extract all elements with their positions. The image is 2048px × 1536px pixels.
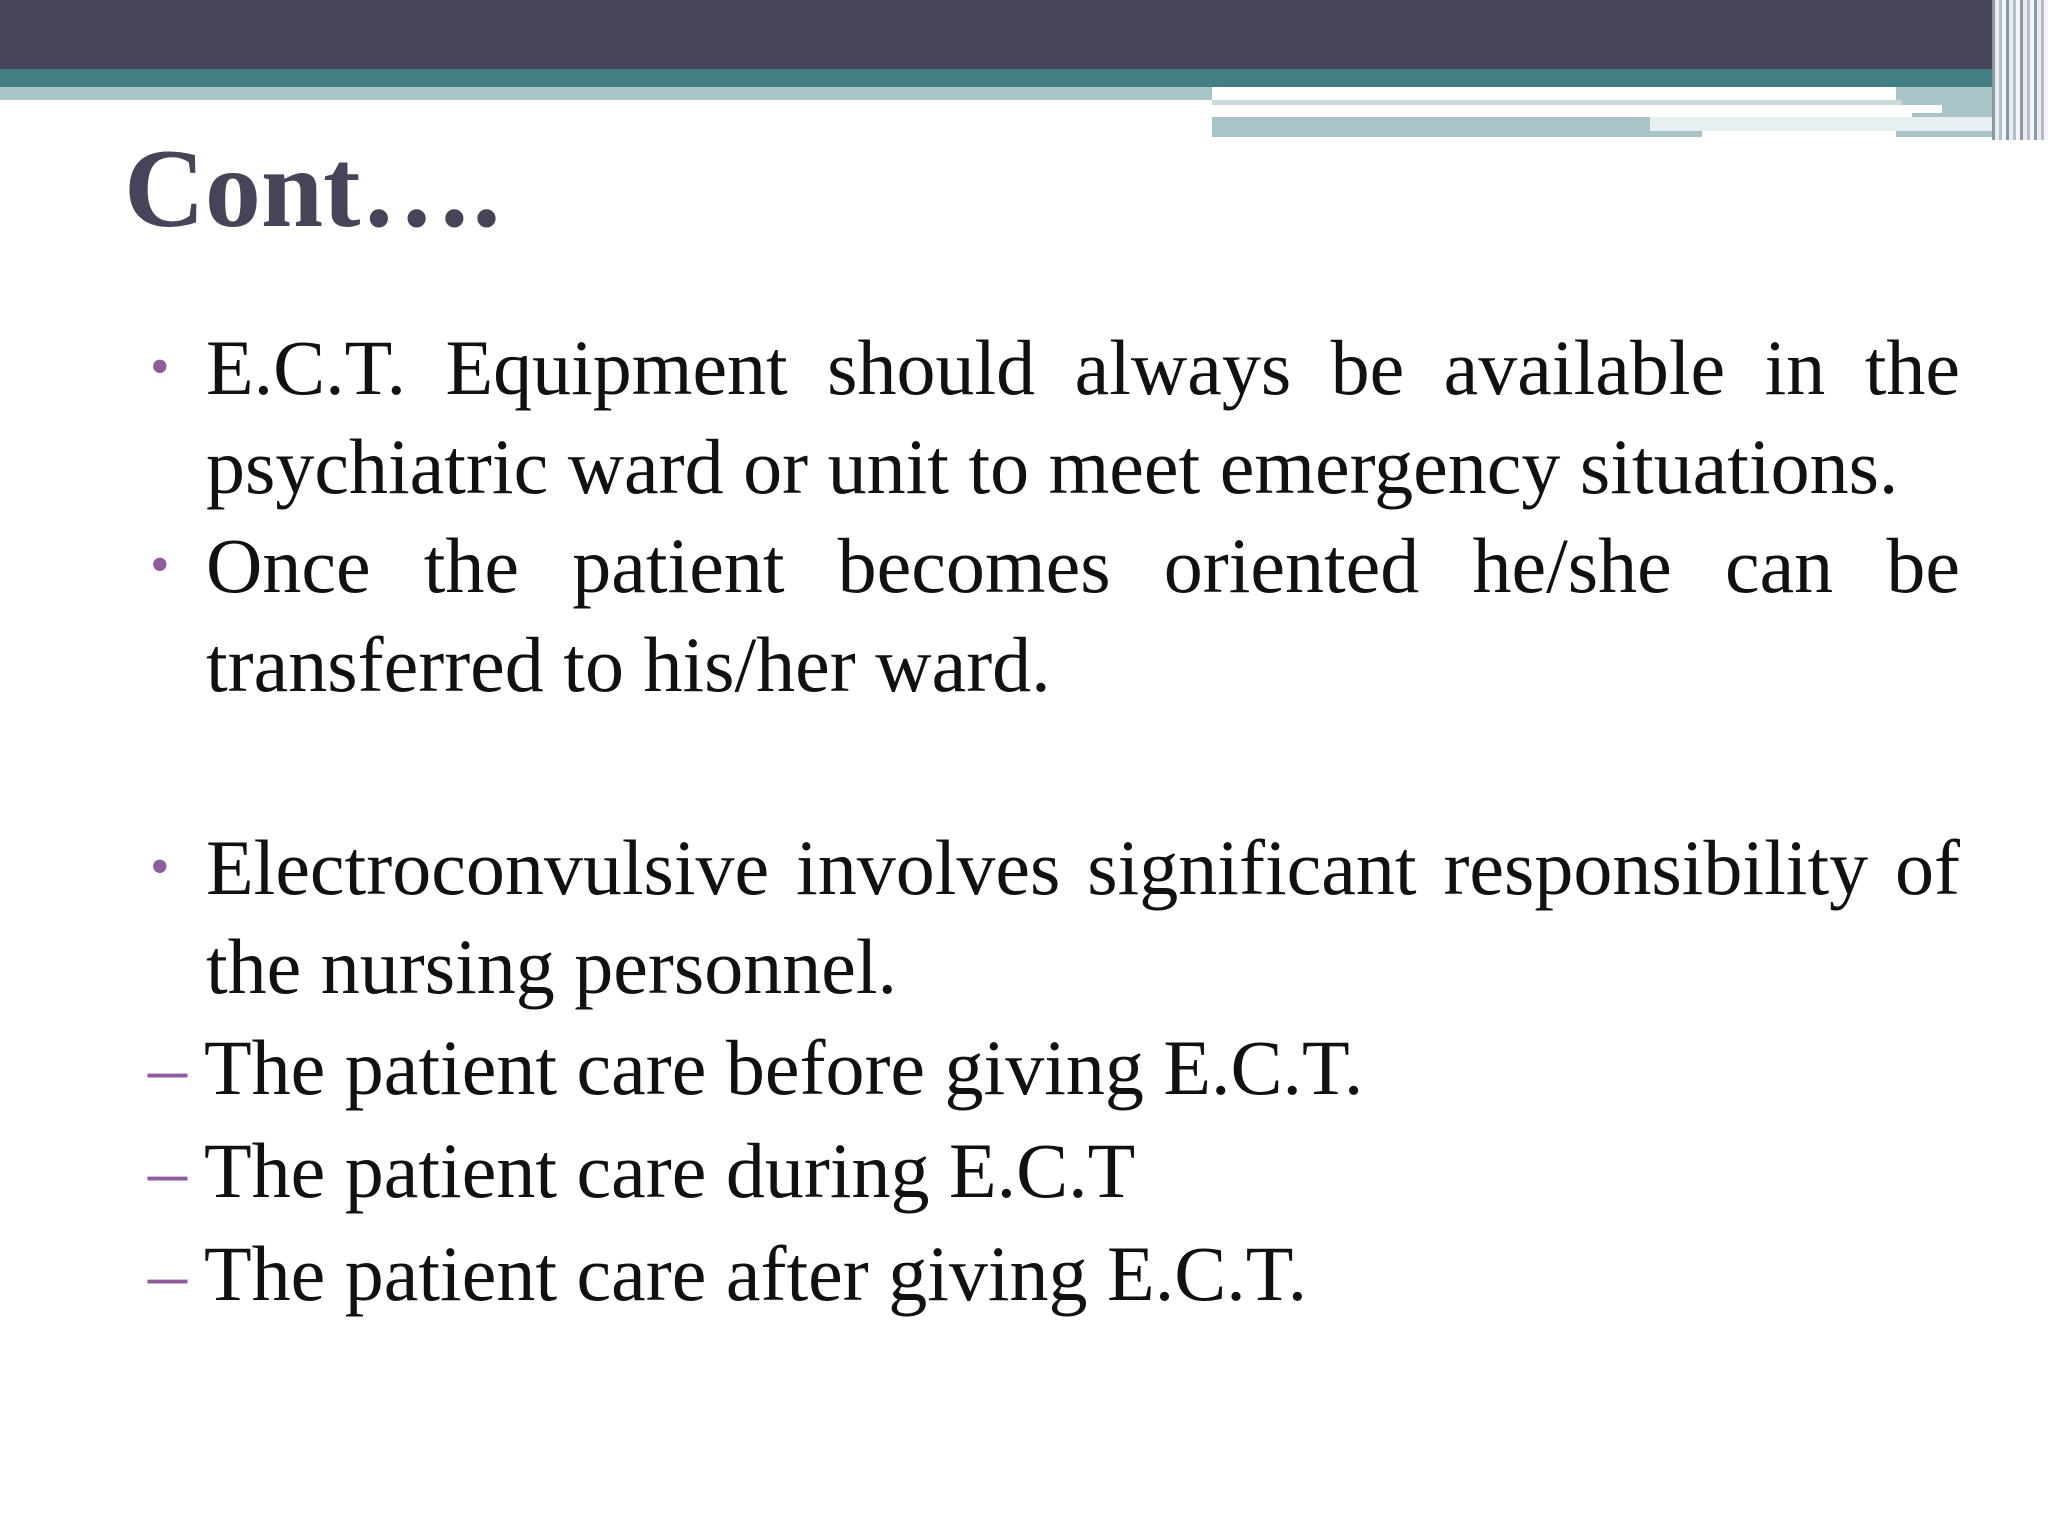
sub-item-text: The patient care after giving E.C.T. <box>204 1230 1308 1317</box>
header-band-dark <box>0 0 2048 69</box>
bullet-text: Electroconvulsive involves significant responsibility of the nursing personnel. <box>206 824 1960 1010</box>
sub-item <box>148 1119 1960 1222</box>
header-band-teal-light <box>0 87 1212 100</box>
slide-content <box>150 318 1960 1325</box>
bullet-item <box>150 818 1960 1016</box>
spacer <box>150 714 1960 818</box>
dash-marker: – <box>148 1230 187 1317</box>
bullet-text: E.C.T. Equipment should always be available in the psychiatric ward or unit to meet emergency situations. <box>206 324 1960 510</box>
header-band-right-2 <box>1212 105 1942 113</box>
bullet-marker: • <box>150 336 170 398</box>
sub-item <box>148 1222 1960 1325</box>
bullet-item <box>150 516 1960 714</box>
sub-item-text: The patient care before giving E.C.T. <box>204 1024 1364 1111</box>
header-vertical-stripes <box>1992 0 2048 140</box>
dash-marker: – <box>148 1024 187 1111</box>
slide-title: Cont…. <box>124 127 501 251</box>
header-band-teal <box>0 69 2048 87</box>
bullet-text: Once the patient becomes oriented he/she can be transferred to his/her ward. <box>206 522 1960 708</box>
bullet-marker: • <box>150 836 170 898</box>
dash-marker: – <box>148 1127 187 1214</box>
sub-item <box>148 1016 1960 1119</box>
bullet-item <box>150 318 1960 516</box>
header-band-right-5 <box>1650 117 2010 131</box>
sub-item-text: The patient care during E.C.T <box>204 1127 1136 1214</box>
bullet-marker: • <box>150 534 170 596</box>
